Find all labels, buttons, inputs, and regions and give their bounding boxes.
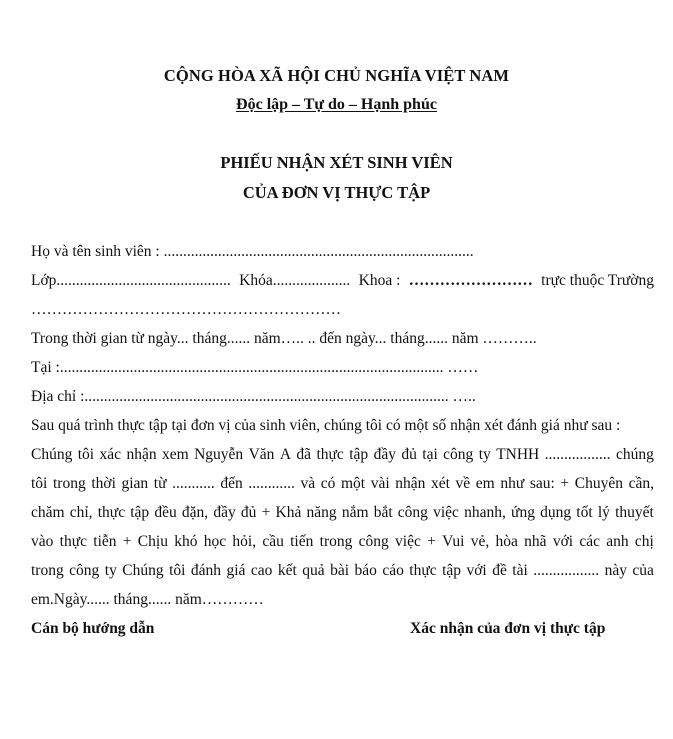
word: + [261,504,271,521]
word: lý [597,504,610,521]
faculty-label: Khoa : [358,272,401,289]
word: công [69,562,100,579]
word: của [632,562,654,579]
word: về [455,475,471,492]
word: Chúng [31,446,73,463]
word: đầy [373,446,396,463]
word: nhận [126,446,157,463]
word: đã [296,446,312,463]
date-line: em.Ngày...... tháng...... năm………… [31,591,264,608]
word: các [579,533,600,550]
faculty-field: …………………… [408,272,533,289]
period-field: Trong thời gian từ ngày... tháng...... năm….. .. đến ngày... tháng...... năm ……….. [31,330,537,347]
unit-confirmation-label: Xác nhận của đơn vị thực tập [410,620,606,637]
paragraph-line [31,445,654,465]
word: cao [250,562,273,579]
word: quả [302,562,325,579]
word: nhã [524,533,547,550]
word: với [466,562,487,579]
word: vào [31,533,54,550]
word: công [443,446,474,463]
word: nhanh, [464,504,506,521]
word: trong [31,562,64,579]
word: tập [349,446,369,463]
word: tôi [31,475,48,492]
form-title-line1: PHIẾU NHẬN XÉT SINH VIÊN [220,153,453,172]
word: + [122,533,132,550]
word: chúng [615,446,654,463]
student-name-field: Họ và tên sinh viên : ................................................................................ [31,243,474,260]
word: đủ [401,446,417,463]
paragraph-line [31,532,654,552]
word: này [604,562,627,579]
word: nhận [395,475,426,492]
address-field: Địa chỉ :.............................................................................................. ….. [31,388,476,405]
word: như [500,475,525,492]
paragraph-line [31,474,654,494]
word: tiến [290,533,314,550]
word: ................. [544,446,611,463]
word: tôi [77,446,95,463]
word: tiễn [93,533,117,550]
nation-heading: CỘNG HÒA XÃ HỘI CHỦ NGHĨA VIỆT NAM [163,66,510,85]
word: đến [220,475,243,492]
school-label: trực thuộc Trường [541,272,654,289]
word: em [475,475,495,492]
word: trong [319,533,353,550]
place-field: Tại :................................................................................................... …… [31,359,479,376]
word: Nguyễn [194,446,244,463]
word: A [279,446,292,463]
intro-text: Sau quá trình thực tập tại đơn vị của sinh viên, chúng tôi có một số nhận xét đánh giá như sau : [31,417,621,434]
word: Chúng [122,562,164,579]
word: từ [153,475,167,492]
word: nắm [341,504,369,521]
word: trong [52,475,86,492]
motto-heading: Độc lập – Tự do – Hạnh phúc [236,96,437,113]
word: xem [162,446,189,463]
word: báo [354,562,377,579]
word: chị [634,533,654,550]
word: dụng [540,504,572,521]
word: bắt [373,504,393,521]
word: năng [306,504,337,521]
word: đề [492,562,507,579]
word: xét [430,475,450,492]
class-field: Lớp............................................. [31,272,231,289]
word: ........... [172,475,215,492]
word: Vui [442,533,465,550]
school-field: …………………………………………………… [31,301,341,318]
word: gian [121,475,149,492]
word: việc [395,533,421,550]
word: và [300,475,316,492]
word: tập [130,504,150,521]
word: việc [433,504,459,521]
word: Khả [275,504,302,521]
word: Văn [248,446,275,463]
paragraph-line [31,561,654,581]
class-faculty-row [31,271,654,291]
word: thuyết [615,504,654,521]
word: thực [97,504,126,521]
paragraph-line [31,503,654,523]
word: cần, [628,475,654,492]
word: hỏi, [232,533,257,550]
form-title-line2: CỦA ĐƠN VỊ THỰC TẬP [242,183,431,202]
word: học [203,533,227,550]
word: đánh [190,562,222,579]
word: công [358,533,389,550]
word: tại [422,446,438,463]
word: ứng [511,504,535,521]
word: với [552,533,574,550]
word: tập [442,562,462,579]
word: hòa [495,533,518,550]
word: anh [606,533,629,550]
supervisor-signature-label: Cán bộ hướng dẫn [31,620,155,637]
word: thời [91,475,116,492]
word: ............ [248,475,295,492]
word: một [340,475,366,492]
word: chỉ, [69,504,93,521]
word: Chịu [137,533,168,550]
word: khó [174,533,198,550]
word: bài [330,562,350,579]
word: TNHH [496,446,540,463]
word: cáo [382,562,404,579]
word: tài [512,562,528,579]
word: tôi [169,562,186,579]
word: xác [99,446,122,463]
word: Chuyên [574,475,623,492]
course-field: Khóa.................... [239,272,351,289]
word: chăm [31,504,65,521]
word: vài [370,475,390,492]
word: thực [316,446,344,463]
word: kết [277,562,297,579]
word: + [560,475,570,492]
word: vẻ, [470,533,490,550]
word: đều [154,504,177,521]
word: đủ [240,504,257,521]
word: cầu [262,533,284,550]
word: tốt [576,504,593,521]
word: thực [59,533,87,550]
word: sau: [529,475,555,492]
word: ty [478,446,491,463]
word: đặn, [181,504,209,521]
word: giá [226,562,246,579]
word: ................. [533,562,600,579]
word: ty [104,562,117,579]
word: có [320,475,336,492]
word: công [397,504,428,521]
word: thực [409,562,437,579]
word: đầy [213,504,236,521]
word: + [427,533,436,550]
